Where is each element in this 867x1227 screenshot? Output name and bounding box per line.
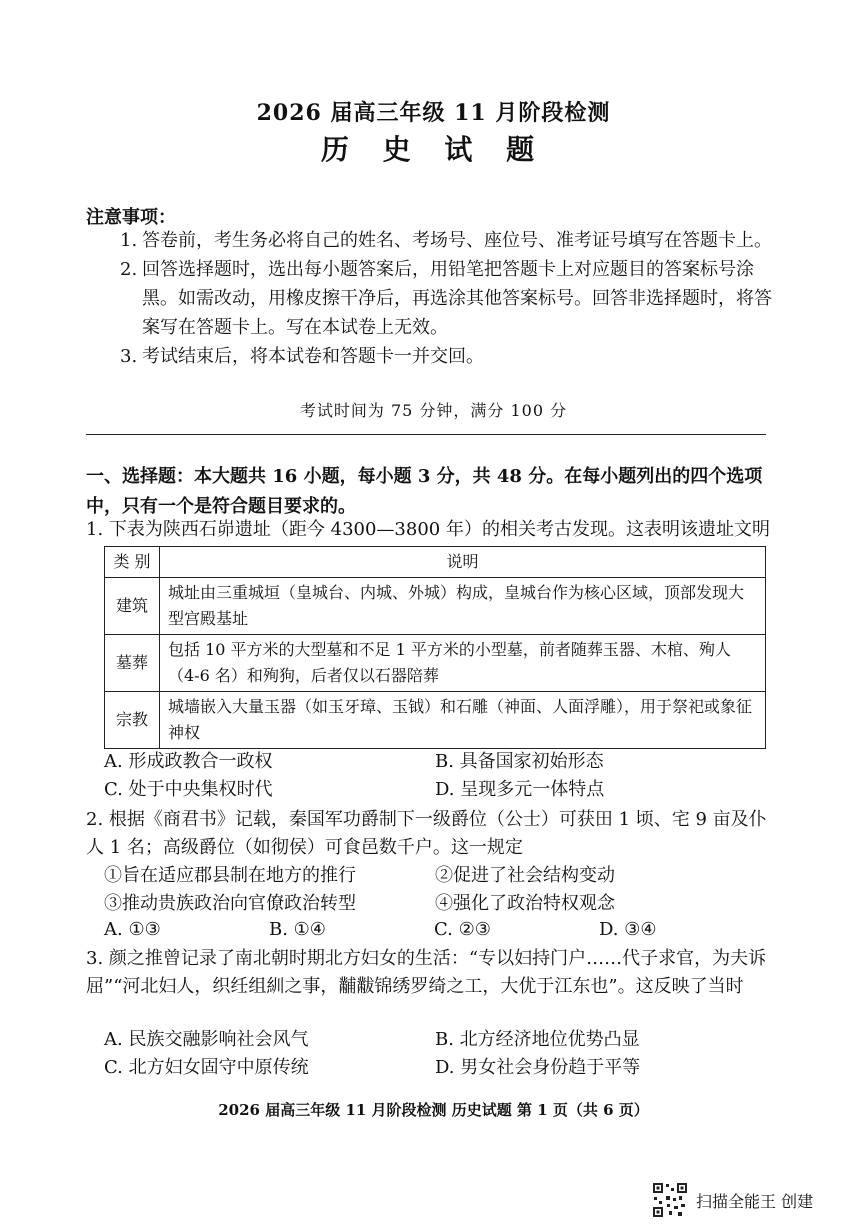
- question-1-stem: 1. 下表为陕西石峁遗址（距今 4300—3800 年）的相关考古发现。这表明该遗址文明: [86, 519, 770, 540]
- notice-item: [120, 255, 780, 342]
- exam-title: 历 史 试 题: [320, 133, 547, 166]
- table-cell-description: 城址由三重城垣（皇城台、内城、外城）构成，皇城台作为核心区域，顶部发现大型宫殿基址: [160, 578, 766, 635]
- option-b[interactable]: B. 具备国家初始形态: [435, 751, 604, 772]
- option-a[interactable]: A. ①③: [104, 919, 161, 940]
- table-cell-category: 墓葬: [105, 635, 160, 692]
- notice-item-number: 2.: [120, 259, 138, 280]
- notice-item: [120, 342, 780, 371]
- option-d[interactable]: D. ③④: [599, 919, 657, 940]
- option-c[interactable]: C. 处于中央集权时代: [104, 779, 273, 800]
- statement-4: ④强化了政治特权观念: [435, 893, 615, 914]
- table-row: [105, 578, 766, 635]
- exam-time-note: 考试时间为 75 分钟，满分 100 分: [299, 401, 568, 420]
- statement-2: ②促进了社会结构变动: [435, 865, 615, 886]
- question-1-options: [104, 748, 766, 804]
- statement-1: ①旨在适应郡县制在地方的推行: [104, 865, 356, 886]
- table-cell-description: 城墙嵌入大量玉器（如玉牙璋、玉钺）和石雕（神面、人面浮雕），用于祭祀或象征神权: [160, 692, 766, 749]
- option-c[interactable]: C. ②③: [434, 919, 491, 940]
- question-2-stem: 2. 根据《商君书》记载，秦国军功爵制下一级爵位（公士）可获田 1 顷、宅 9 亩及仆人 1 名；高级爵位（如彻侯）可食邑数千户。这一规定: [86, 809, 767, 858]
- table-row: [105, 635, 766, 692]
- notice-item-text: 回答选择题时，选出每小题答案后，用铅笔把答题卡上对应题目的答案标号涂黑。如需改动，用橡皮擦干净后，再选涂其他答案标号。回答非选择题时，将答案写在答题卡上。写在本试卷上无效。: [142, 259, 772, 338]
- question-3-options: [104, 1026, 766, 1082]
- notice-item: [120, 226, 780, 255]
- option-a[interactable]: A. 民族交融影响社会风气: [104, 1029, 309, 1050]
- table-cell-category: 建筑: [105, 578, 160, 635]
- page-footer: 2026 届高三年级 11 月阶段检测 历史试题 第 1 页（共 6 页）: [218, 1101, 649, 1119]
- scanner-label: 扫描全能王 创建: [696, 1191, 814, 1211]
- option-d[interactable]: D. 男女社会身份趋于平等: [435, 1057, 641, 1078]
- option-b[interactable]: B. ①④: [269, 919, 326, 940]
- notice-item-text: 答卷前，考生务必将自己的姓名、考场号、座位号、准考证号填写在答题卡上。: [142, 230, 772, 251]
- option-c[interactable]: C. 北方妇女固守中原传统: [104, 1057, 309, 1078]
- table-header-description: 说明: [160, 547, 766, 578]
- option-d[interactable]: D. 呈现多元一体特点: [435, 779, 605, 800]
- section-instructions: [86, 462, 776, 522]
- section-label: 一、选择题：本大题共 16 小题，每小题 3 分，共 48 分。: [86, 466, 565, 487]
- section-rest: 在每小题列出的四个选项中，只有一个是符合题目要求的。: [86, 466, 763, 517]
- question-3-stem: 3. 颜之推曾记录了南北朝时期北方妇女的生活：“专以妇持门户……代子求官，为夫诉屈”“河北妇人，织纴组紃之事，黼黻锦绣罗绮之工，大优于江东也”。这反映了当时: [86, 948, 767, 997]
- notice-item-number: 3.: [120, 346, 138, 367]
- table-header-row: [105, 547, 766, 578]
- table-row: [105, 692, 766, 749]
- notice-list: [120, 226, 780, 371]
- table-cell-category: 宗教: [105, 692, 160, 749]
- question-2-statements: [104, 862, 766, 918]
- notice-item-number: 1.: [120, 230, 138, 251]
- table-header-category: 类 别: [105, 547, 160, 578]
- option-b[interactable]: B. 北方经济地位优势凸显: [435, 1029, 640, 1050]
- notice-item-text: 考试结束后，将本试卷和答题卡一并交回。: [142, 346, 484, 367]
- archaeology-table: [104, 546, 766, 749]
- divider-line: [86, 434, 766, 435]
- option-a[interactable]: A. 形成政教合一政权: [104, 751, 273, 772]
- notice-heading: 注意事项：: [86, 207, 176, 228]
- question-2-options: [104, 916, 766, 944]
- qr-code-icon: [652, 1182, 688, 1218]
- table-cell-description: 包括 10 平方米的大型墓和不足 1 平方米的小型墓，前者随葬玉器、木棺、殉人（4-6 名）和殉狗，后者仅以石器陪葬: [160, 635, 766, 692]
- scanner-watermark: [652, 1182, 813, 1218]
- exam-subtitle: 2026 届高三年级 11 月阶段检测: [256, 100, 611, 126]
- statement-3: ③推动贵族政治向官僚政治转型: [104, 893, 356, 914]
